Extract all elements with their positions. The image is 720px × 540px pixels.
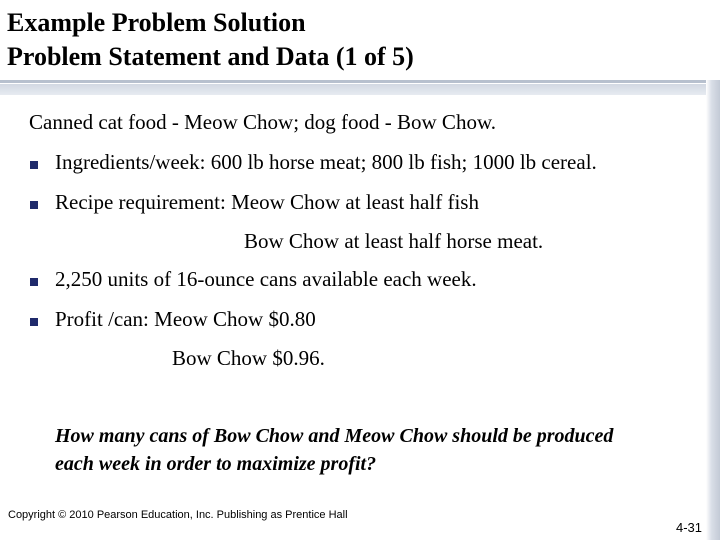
title-line-1: Example Problem Solution <box>7 8 306 37</box>
decorative-side-bar <box>706 80 720 540</box>
slide-title <box>7 6 713 74</box>
recipe-continuation: Bow Chow at least half horse meat. <box>244 229 544 253</box>
square-bullet-icon <box>30 161 38 169</box>
title-line-2: Problem Statement and Data (1 of 5) <box>7 42 414 71</box>
square-bullet-icon <box>30 201 38 209</box>
bullet-text: Recipe requirement: Meow Chow at least half fish <box>55 190 479 214</box>
square-bullet-icon <box>30 318 38 326</box>
profit-continuation: Bow Chow $0.96. <box>172 346 325 370</box>
title-divider <box>0 80 720 95</box>
problem-question: How many cans of Bow Chow and Meow Chow should be produced each week in order to maximize profit? <box>55 425 614 475</box>
square-bullet-icon <box>30 278 38 286</box>
intro-text: Canned cat food - Meow Chow; dog food - Bow Chow. <box>29 110 496 134</box>
copyright-notice: Copyright © 2010 Pearson Education, Inc. Publishing as Prentice Hall <box>8 509 348 521</box>
page-number: 4-31 <box>675 520 702 535</box>
bullet-text: Profit /can: Meow Chow $0.80 <box>55 307 316 331</box>
bullet-text: Ingredients/week: 600 lb horse meat; 800 lb fish; 1000 lb cereal. <box>55 150 597 174</box>
bullet-text: 2,250 units of 16-ounce cans available each week. <box>55 267 477 291</box>
